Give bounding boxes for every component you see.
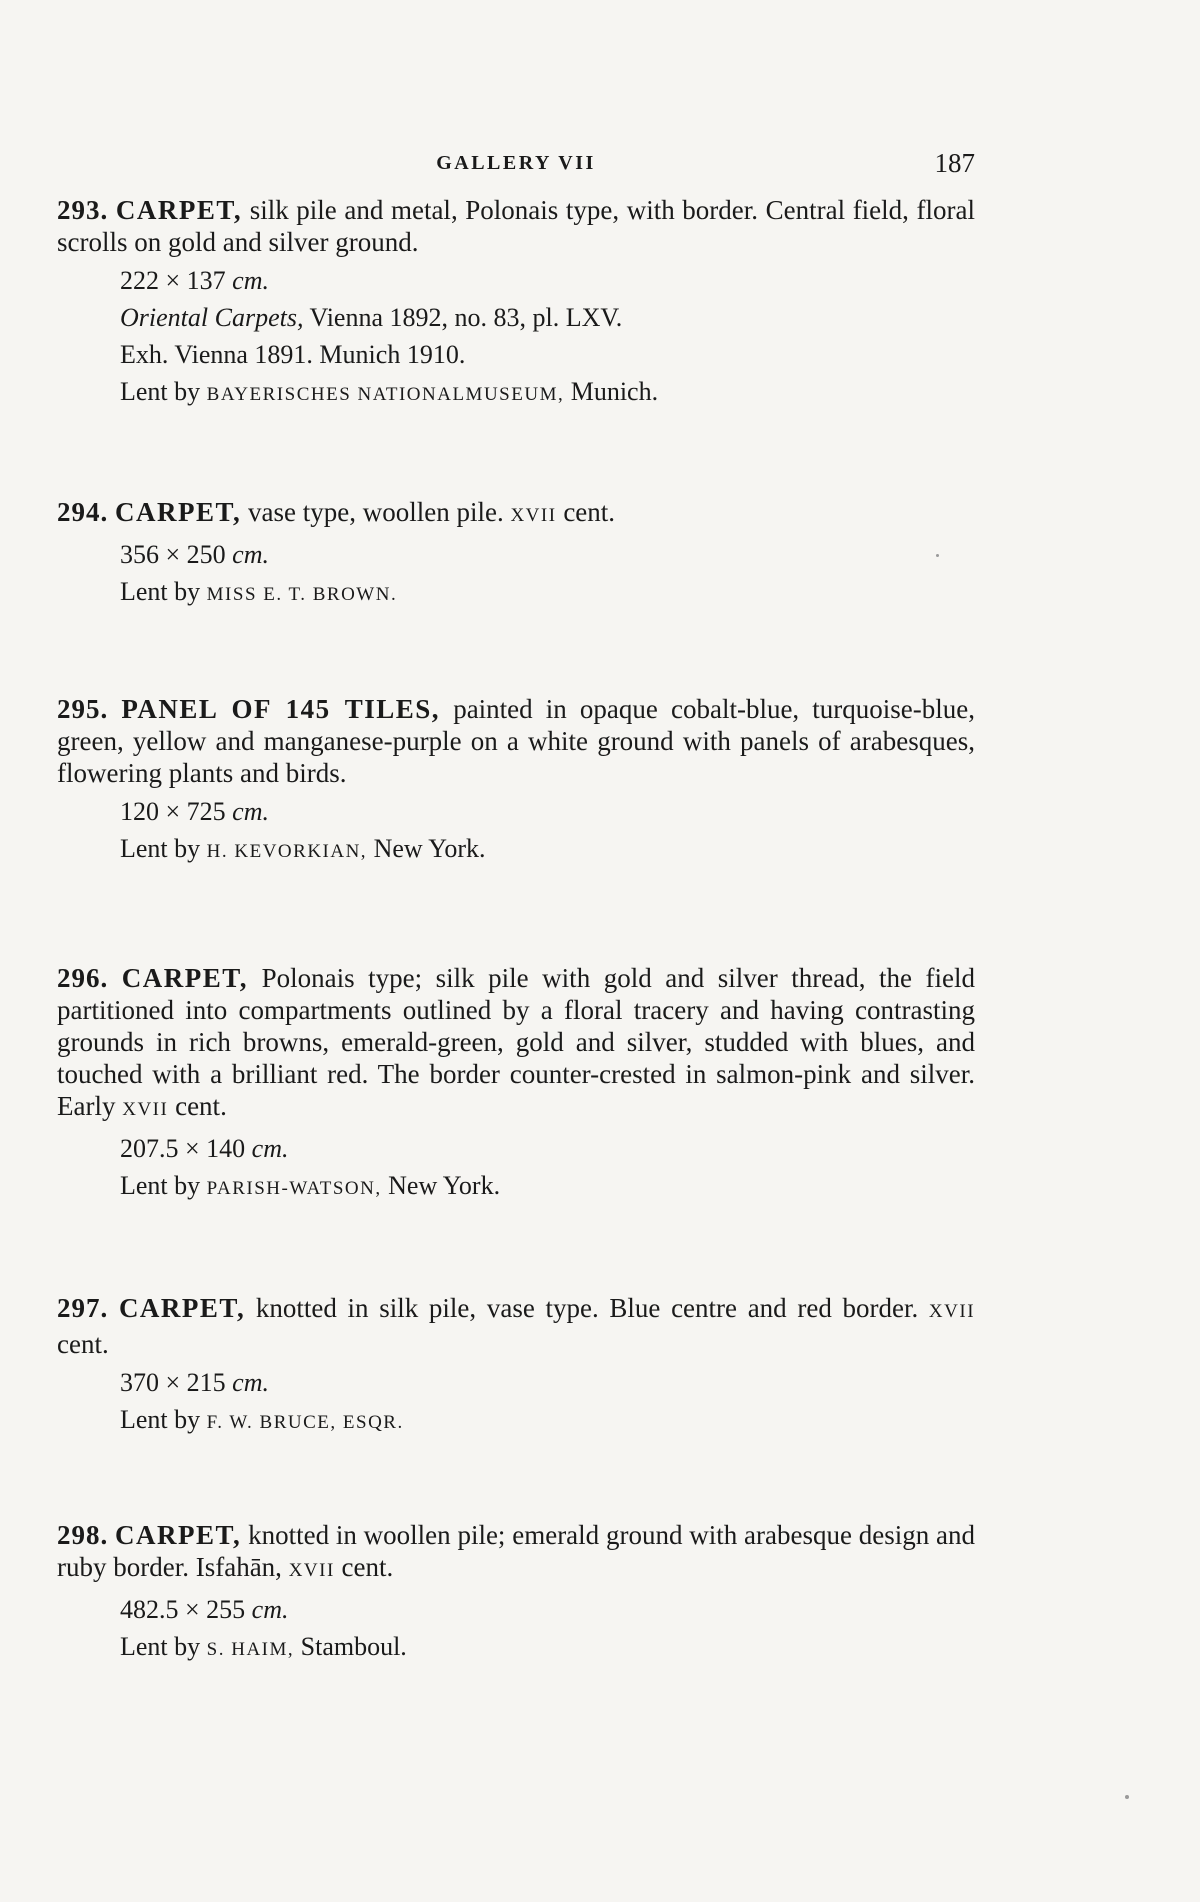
entry-number: 294. [57,497,109,527]
dimension-values: 370 × 215 [120,1368,226,1397]
lender-prefix: Lent by [120,577,201,606]
lender-prefix: Lent by [120,377,201,406]
entry-number: 295. [57,694,109,724]
lender-name: PARISH-WATSON, [206,1178,382,1199]
entry-description [57,194,975,258]
entry-text: Polonais type; silk pile with gold and silver thread, the field partitioned into compartments outlined by a floral tracery and having contrasting grounds in rich browns, emerald-green, gold and silver, studded with blues, and touched with a brilliant red. The border counter-crested in salmon-pink and silver. Early [57,963,976,1121]
entry-description [57,496,975,532]
lender-name: MISS E. T. BROWN. [206,584,398,605]
entry-lender [120,373,975,413]
lender-place: New York. [388,1171,501,1200]
entry-lender [120,1167,975,1207]
lender-prefix: Lent by [120,834,201,863]
paper-speck [936,554,939,557]
reference-title: Oriental Carpets, [120,303,304,332]
catalogue-entry-294 [57,496,975,613]
entry-number: 293. [57,195,109,225]
dimension-unit: cm. [232,797,269,826]
entry-text-end: cent. [341,1552,394,1582]
dimension-values: 482.5 × 255 [120,1595,246,1624]
entry-title: CARPET, [118,1293,246,1323]
dimension-unit: cm. [232,266,269,295]
entry-text-end: cent. [563,497,616,527]
entry-text: knotted in silk pile, vase type. Blue centre and red border. [255,1293,919,1323]
entry-text-end: cent. [57,1329,109,1359]
entry-dimensions [120,793,975,830]
lender-place: Munich. [570,377,659,406]
lender-place: New York. [373,834,486,863]
entry-century: XVII [288,1560,335,1581]
entry-title: CARPET, [115,497,242,527]
entry-description [57,693,975,789]
entry-number: 298. [57,1520,109,1550]
entry-text: painted in opaque cobalt-blue, turquoise-blue, green, yellow and manganese-purple on a white ground with panels of arabesques, flowering plants and birds. [57,694,976,788]
lender-prefix: Lent by [120,1171,201,1200]
entry-description [57,962,975,1126]
lender-name: S. HAIM, [206,1639,295,1660]
page-number: 187 [934,148,975,178]
reference-details: Vienna 1892, no. 83, pl. LXV. [309,303,623,332]
lender-name: F. W. BRUCE, ESQR. [206,1412,404,1433]
running-head [57,148,975,184]
catalogue-entry-296 [57,962,975,1207]
gallery-title: GALLERY VII [436,152,596,174]
entry-number: 296. [57,963,109,993]
lender-name: BAYERISCHES NATIONALMUSEUM, [206,384,565,405]
entry-century: XVII [510,505,557,526]
entry-text-end: cent. [175,1091,227,1121]
dimension-values: 222 × 137 [120,266,226,295]
entry-dimensions [120,1364,975,1401]
entry-text: vase type, woollen pile. [248,497,504,527]
lender-place: Stamboul. [300,1632,407,1661]
entry-title: CARPET, [121,963,249,993]
dimension-values: 356 × 250 [120,540,226,569]
entry-lender [120,830,975,870]
entry-century: XVII [122,1099,169,1120]
dimension-values: 207.5 × 140 [120,1134,246,1163]
entry-century: XVII [928,1301,976,1322]
entry-description [57,1519,975,1587]
catalogue-entry-298 [57,1519,975,1668]
lender-prefix: Lent by [120,1632,201,1661]
entry-reference [120,299,975,336]
catalogue-entry-295 [57,693,975,870]
lender-prefix: Lent by [120,1405,201,1434]
entry-dimensions [120,1130,975,1167]
dimension-unit: cm. [232,1368,269,1397]
dimension-unit: cm. [251,1134,289,1163]
entry-dimensions [120,262,975,299]
dimension-unit: cm. [251,1595,289,1624]
entry-exhibition: Exh. Vienna 1891. Munich 1910. [120,340,466,369]
entry-text: knotted in woollen pile; emerald ground with arabesque design and ruby border. Isfahān, [57,1520,976,1582]
catalogue-entry-297 [57,1292,975,1441]
entry-title: CARPET, [115,1520,242,1550]
paper-speck [1125,1795,1129,1799]
entry-dimensions [120,536,975,573]
entry-dimensions [120,1591,975,1628]
entry-lender [120,573,975,613]
entry-lender [120,1401,975,1441]
entry-title: PANEL OF 145 TILES, [121,694,441,724]
entry-text: silk pile and metal, Polonais type, with border. Central field, floral scrolls on gold and silver ground. [57,195,975,257]
dimension-unit: cm. [232,540,269,569]
lender-name: H. KEVORKIAN, [206,841,368,862]
entry-title: CARPET, [115,195,243,225]
entry-description [57,1292,975,1360]
entry-lender [120,1628,975,1668]
entry-number: 297. [57,1293,109,1323]
dimension-values: 120 × 725 [120,797,226,826]
catalogue-entry-293 [57,194,975,413]
